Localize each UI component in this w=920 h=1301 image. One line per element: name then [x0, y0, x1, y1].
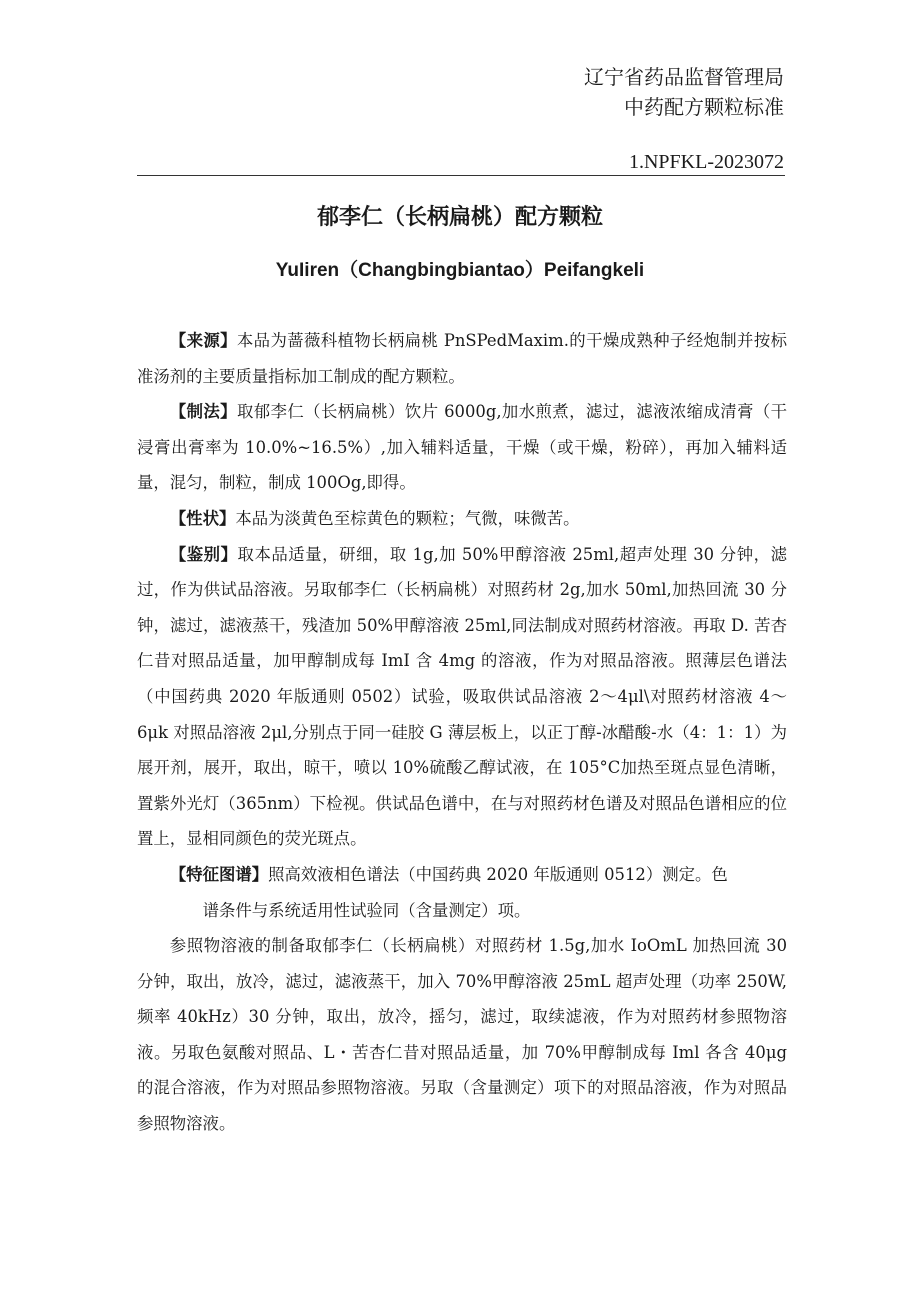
issuing-organization: 辽宁省药品监督管理局: [584, 65, 784, 89]
section-source: [137, 323, 787, 394]
section-text-method: 取郁李仁（长柄扁桃）饮片 6000g,加水煎煮，滤过，滤液浓缩成清膏（干浸膏出膏率为 10.0%~16.5%）,加入辅料适量，干燥（或干燥，粉碎），再加入辅料适量，混匀，制粒，制成 100Og,即得。: [137, 402, 788, 493]
section-label-fingerprint: 【特征图谱】: [169, 864, 269, 884]
document-body: [137, 323, 787, 1142]
section-text-fingerprint-line2: 谱条件与系统适用性试验同（含量测定）项。: [202, 900, 531, 920]
section-fingerprint: [137, 857, 787, 928]
section-method: [137, 394, 787, 501]
section-identification: [137, 537, 787, 857]
section-text-fingerprint-line1: 照高效液相色谱法（中国药典 2020 年版通则 0512）测定。色: [268, 864, 728, 884]
page-subtitle-latin: YuIiren（Changbingbiantao）Peifangkeli: [275, 260, 645, 281]
section-text-source: 本品为蔷薇科植物长柄扁桃 PnSPedMaxim.的干燥成熟种子经炮制并按标准汤剂的主要质量指标加工制成的配方颗粒。: [137, 331, 787, 386]
section-label-identification: 【鉴别】: [169, 544, 238, 564]
issuing-authority-header: [584, 62, 784, 122]
section-character: [137, 501, 787, 537]
header-divider: [137, 175, 785, 176]
section-text-identification: 取本品适量，研细，取 1g,加 50%甲醇溶液 25ml,超声处理 30 分钟，滤过，作为供试品溶液。另取郁李仁（长柄扁桃）对照药材 2g,加水 50ml,加热回流 30 分钟，滤过，滤液蒸干，残渣加 50%甲醇溶液 25ml,同法制成对照药材溶液。再取 D. 苦杏仁昔对照品适量，加甲醇制成每 ImI 含 4mg 的溶液，作为对照品溶液。照薄层色谱法（中国药典 2020 年版通则 0502）试验，吸取供试品溶液 2～4μl\对照药材溶液 4～6μk 对照品溶液 2μl,分别点于同一硅胶 G 薄层板上，以正丁醇-冰醋酸-水（4：1：1）为展开剂，展开，取出，晾干，喷以 10%硫酸乙醇试液，在 105°C加热至斑点显色清晰，置紫外光灯（365nm）下检视。供试品色谱中，在与对照药材色谱及对照品色谱相应的位置上，显相同颜色的荧光斑点。: [137, 544, 787, 849]
section-reference-solution: [137, 928, 787, 1142]
document-code: 1.NPFKL-2023072: [628, 151, 784, 173]
section-text-character: 本品为淡黄色至棕黄色的颗粒；气微，味微苦。: [235, 508, 580, 528]
section-label-method: 【制法】: [169, 402, 237, 422]
section-label-character: 【性状】: [169, 508, 236, 528]
section-text-reference-solution: 参照物溶液的制备取郁李仁（长柄扁桃）对照药材 1.5g,加水 IoOmL 加热回流 30 分钟，取出，放冷，滤过，滤液蒸干，加入 70%甲醇溶液 25mL 超声处理（功率 250W,频率 40kHz）30 分钟，取出，放冷，摇匀，滤过，取续滤液，作为对照药材参照物溶液。另取色氨酸对照品、L・苦杏仁昔对照品适量，加 70%甲醇制成每 Iml 各含 40μg 的混合溶液，作为对照品参照物溶液。另取（含量测定）项下的对照品溶液，作为对照品参照物溶液。: [137, 936, 787, 1134]
section-label-source: 【来源】: [169, 331, 237, 350]
page-title: 郁李仁（长柄扁桃）配方颗粒: [316, 205, 603, 230]
standard-name: 中药配方颗粒标准: [624, 95, 784, 119]
